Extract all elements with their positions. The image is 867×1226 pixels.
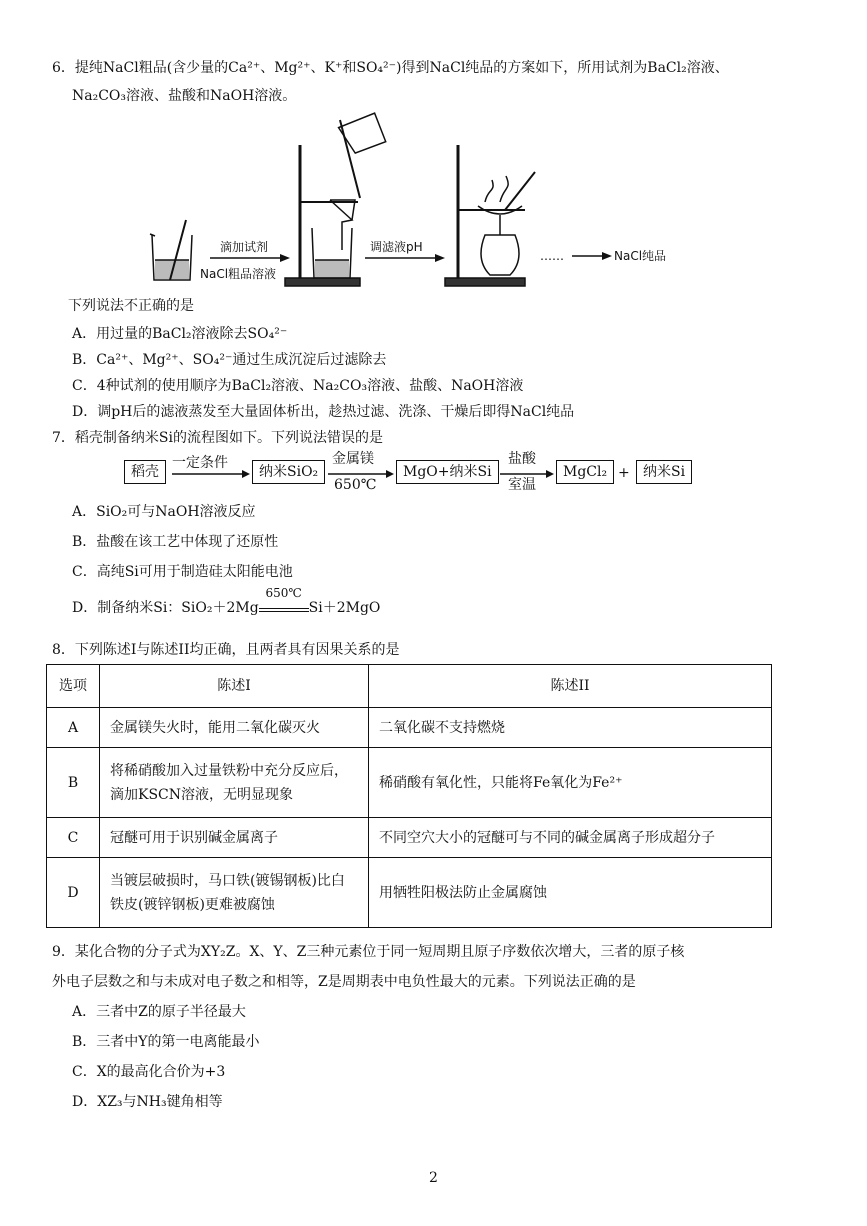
row-option: B [47, 748, 100, 818]
arrow-icon [172, 470, 250, 478]
row-option: A [47, 708, 100, 748]
q7-option-c: C．高纯Si可用于制造硅太阳能电池 [72, 564, 293, 580]
q6-stem-line1: 6．提纯NaCl粗品(含少量的Ca²⁺、Mg²⁺、K⁺和SO₄²⁻)得到NaCl纯品的方案如下，所用试剂为BaCl₂溶液、 [52, 60, 729, 76]
flow-arrow1-label: 一定条件 [172, 455, 228, 471]
arrow-icon [572, 252, 612, 260]
flow-arrow3-top: 盐酸 [508, 451, 536, 467]
arrow-icon [365, 254, 445, 262]
q7-stem: 7．稻壳制备纳米Si的流程图如下。下列说法错误的是 [52, 430, 383, 446]
header-statement-1: 陈述I [100, 665, 369, 708]
arrow-icon [210, 254, 290, 262]
flow-arrow2-top: 金属镁 [332, 451, 374, 467]
reaction-condition-text: 650℃ [265, 586, 302, 600]
header-option: 选项 [47, 665, 100, 708]
row-statement-1: 当镀层破损时，马口铁(镀锡钢板)比白铁皮(镀锌钢板)更难被腐蚀 [100, 858, 369, 928]
q6-stem-line2: Na₂CO₃溶液、盐酸和NaOH溶液。 [72, 88, 297, 104]
q6-option-b: B．Ca²⁺、Mg²⁺、SO₄²⁻通过生成沉淀后过滤除去 [72, 352, 387, 368]
header-statement-2: 陈述II [369, 665, 772, 708]
fig-beaker-label: NaCl粗品溶液 [200, 267, 277, 281]
q9-stem-line2: 外电子层数之和与未成对电子数之和相等，Z是周期表中电负性最大的元素。下列说法正确的是 [52, 974, 636, 990]
table-row [47, 858, 772, 928]
q6-prompt: 下列说法不正确的是 [68, 298, 194, 314]
q9-option-b: B．三者中Y的第一电离能最小 [72, 1034, 260, 1050]
flow-box-mgo-si: MgO+纳米Si [396, 460, 499, 484]
table-row [47, 708, 772, 748]
flow-arrow3-bottom: 室温 [508, 477, 536, 493]
table-header-row [47, 665, 772, 708]
q9-option-a: A．三者中Z的原子半径最大 [72, 1004, 246, 1020]
table-row [47, 748, 772, 818]
fig-arrow1-label: 滴加试剂 [220, 240, 269, 254]
fig-end-label: NaCl纯品 [614, 249, 667, 263]
q8-table [46, 664, 772, 928]
flow-box-rice-husk: 稻壳 [124, 460, 166, 484]
flow-arrow2-bottom: 650℃ [334, 477, 377, 493]
row-statement-2: 二氧化碳不支持燃烧 [369, 708, 772, 748]
q9-option-d: D．XZ₃与NH₃键角相等 [72, 1094, 223, 1110]
q8-stem: 8．下列陈述I与陈述II均正确，且两者具有因果关系的是 [52, 642, 400, 658]
q9-stem-line1: 9．某化合物的分子式为XY₂Z。X、Y、Z三种元素位于同一短周期且原子序数依次增大，三者的原子核 [52, 944, 685, 960]
page-number: 2 [429, 1170, 438, 1186]
q6-option-d: D．调pH后的滤液蒸发至大量固体析出，趁热过滤、洗涤、干燥后即得NaCl纯品 [72, 404, 575, 420]
filtration-stand-icon [285, 112, 387, 286]
row-statement-2: 用牺牲阳极法防止金属腐蚀 [369, 858, 772, 928]
row-statement-2: 稀硝酸有氧化性，只能将Fe氧化为Fe²⁺ [369, 748, 772, 818]
row-statement-1: 将稀硝酸加入过量铁粉中充分反应后，滴加KSCN溶液，无明显现象 [100, 748, 369, 818]
row-statement-2: 不同空穴大小的冠醚可与不同的碱金属离子形成超分子 [369, 818, 772, 858]
equals-line [259, 608, 309, 612]
q6-option-a: A．用过量的BaCl₂溶液除去SO₄²⁻ [72, 326, 288, 342]
q7-option-b: B．盐酸在该工艺中体现了还原性 [72, 534, 279, 550]
q7-flowchart [0, 450, 867, 496]
fig-dots: …… [540, 249, 564, 263]
row-statement-1: 金属镁失火时，能用二氧化碳灭火 [100, 708, 369, 748]
flow-box-nano-si: 纳米Si [636, 460, 692, 484]
flow-box-mgcl2: MgCl₂ [556, 460, 614, 484]
row-option: D [47, 858, 100, 928]
q7-option-a: A．SiO₂可与NaOH溶液反应 [72, 504, 256, 520]
flow-box-nano-sio2: 纳米SiO₂ [252, 460, 325, 484]
evaporation-stand-icon [445, 145, 535, 286]
q7-option-d-suffix: Si＋2MgO [308, 600, 381, 616]
q6-apparatus-figure [140, 110, 740, 290]
table-row [47, 818, 772, 858]
q7-option-d-prefix: D．制备纳米Si：SiO₂＋2Mg [72, 600, 259, 616]
reaction-condition [259, 586, 309, 618]
q6-option-c: C．4种试剂的使用顺序为BaCl₂溶液、Na₂CO₃溶液、盐酸、NaOH溶液 [72, 378, 524, 394]
flow-plus: + [618, 465, 630, 481]
q7-option-d [72, 586, 381, 618]
fig-arrow2-label: 调滤液pH [370, 240, 423, 254]
beaker-icon [150, 220, 192, 280]
q9-option-c: C．X的最高化合价为+3 [72, 1064, 226, 1080]
row-option: C [47, 818, 100, 858]
row-statement-1: 冠醚可用于识别碱金属离子 [100, 818, 369, 858]
